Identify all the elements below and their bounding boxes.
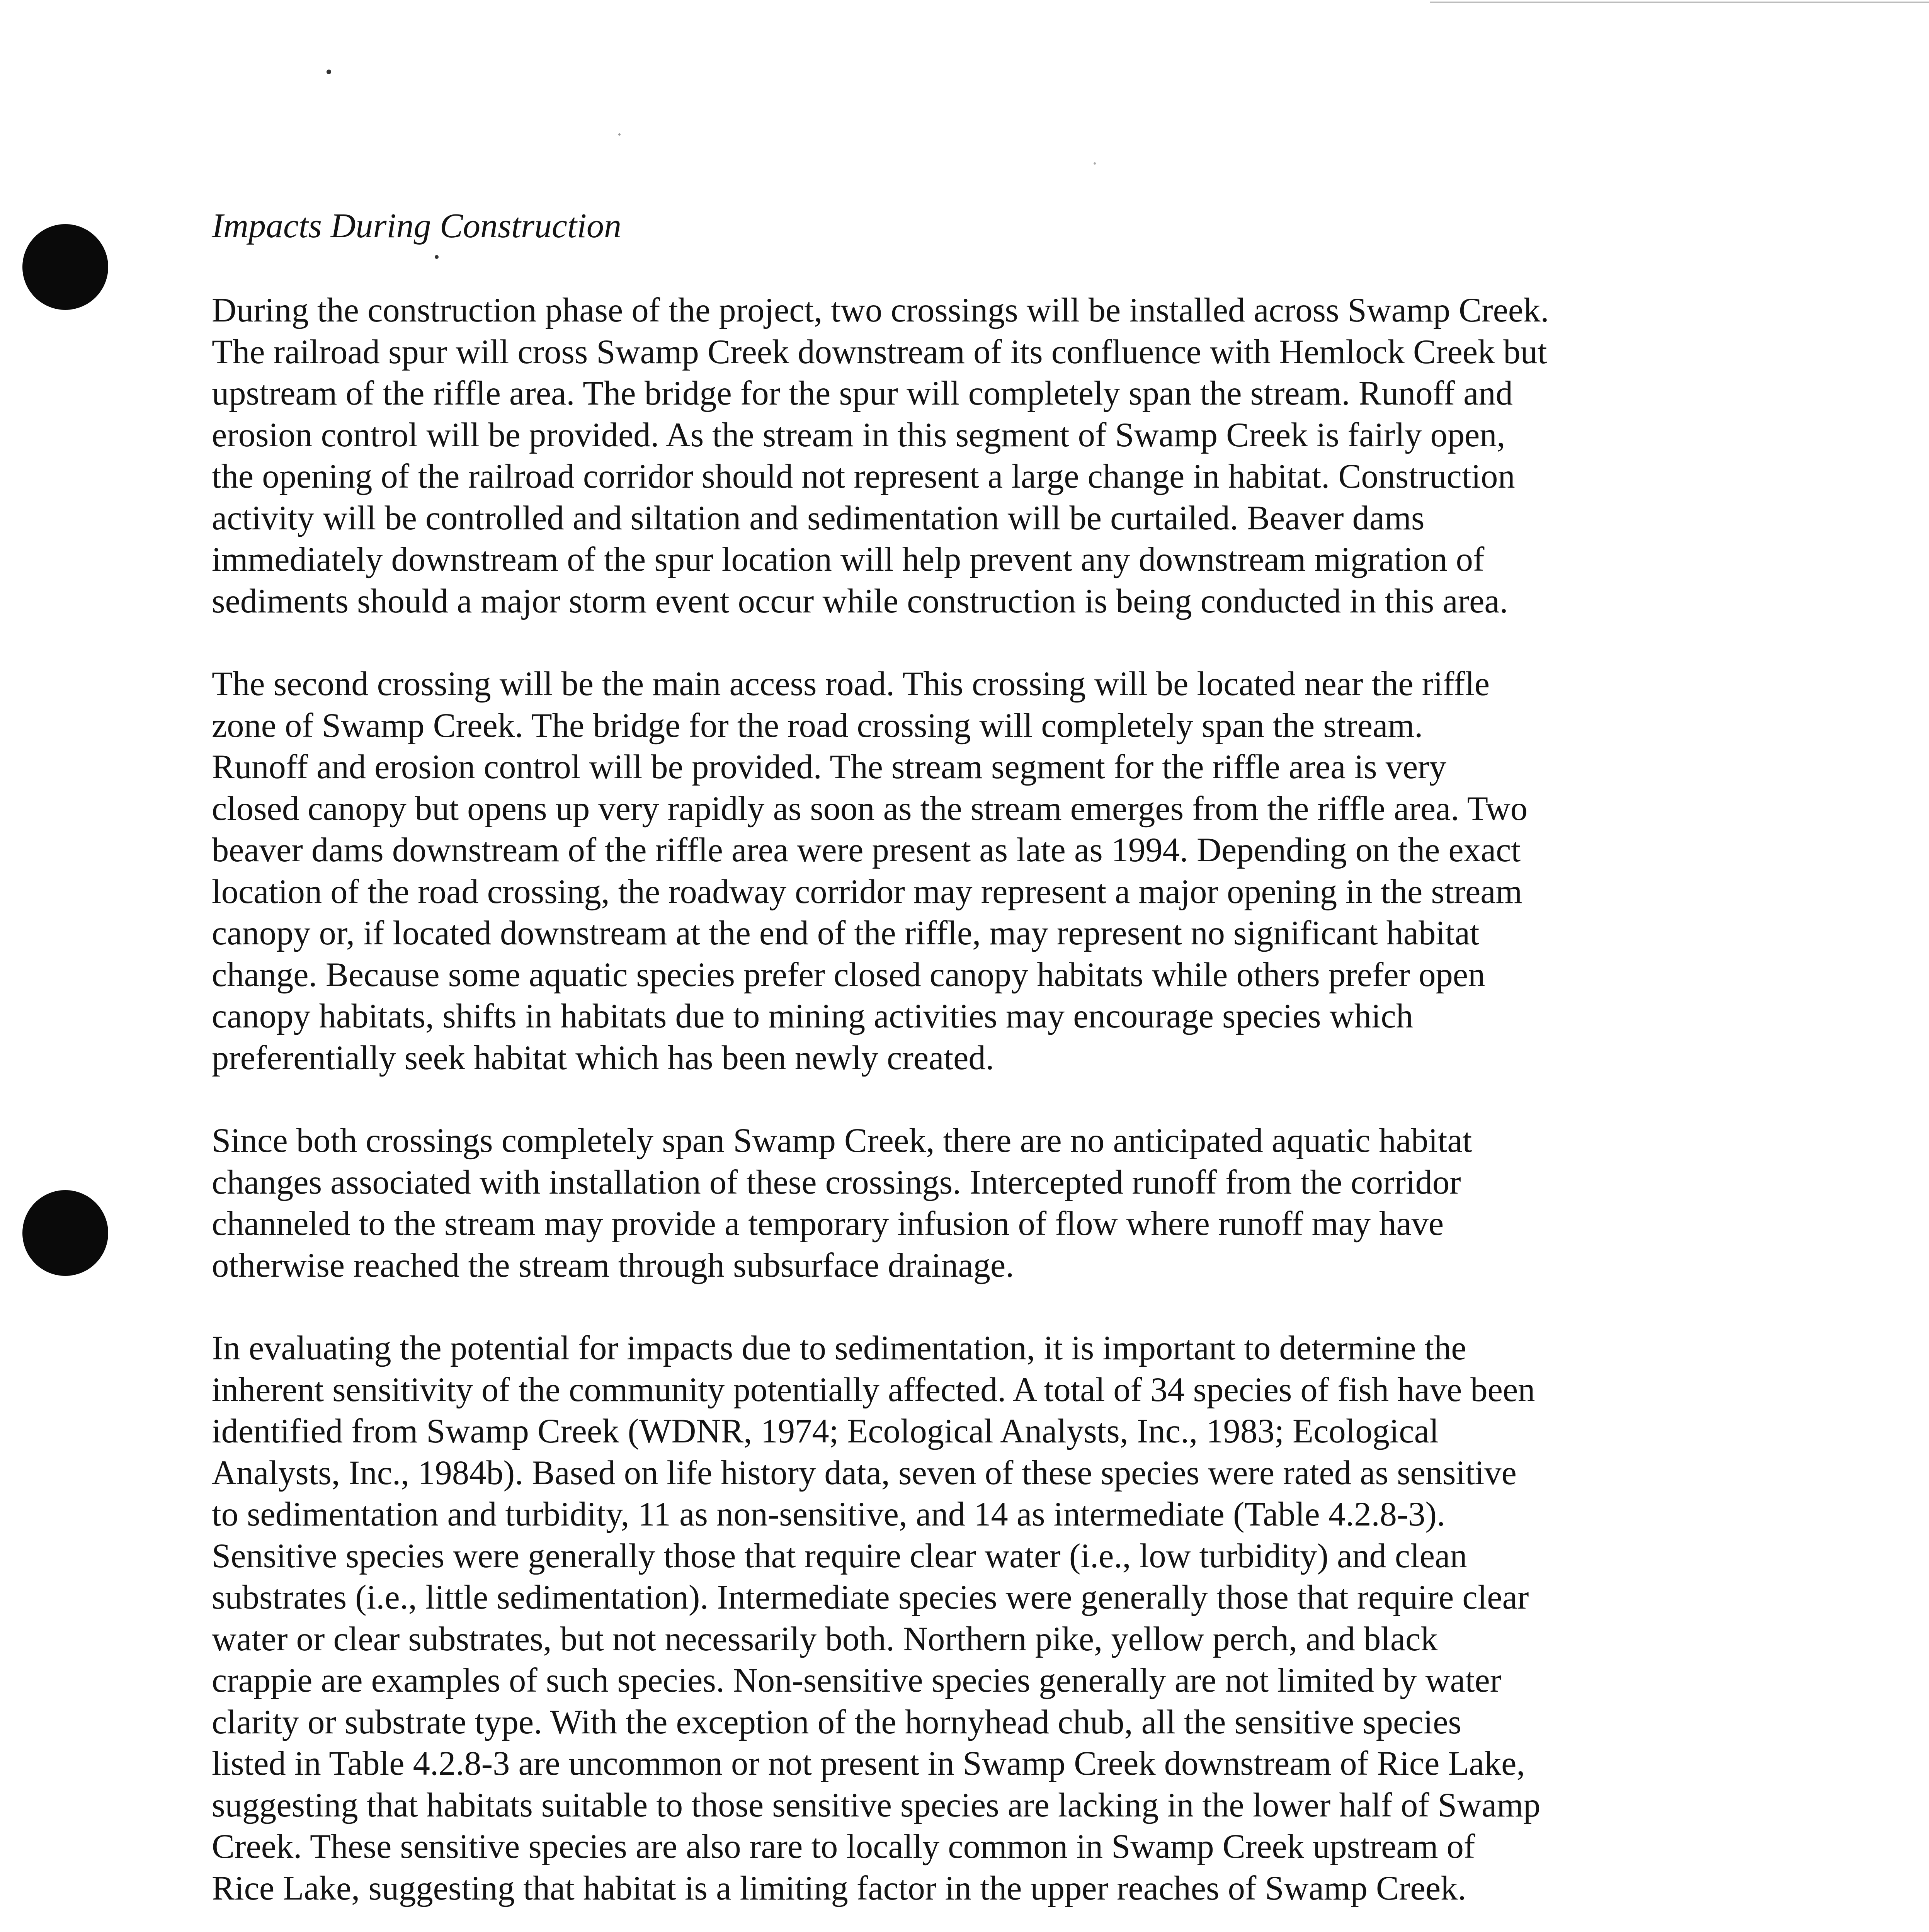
text-line: closed canopy but opens up very rapidly as soon as the stream emerges from the riffle area. Two xyxy=(212,789,1528,828)
text-line: zone of Swamp Creek. The bridge for the road crossing will completely span the stream. xyxy=(212,706,1423,745)
text-line: Analysts, Inc., 1984b). Based on life history data, seven of these species were rated as sensitive xyxy=(212,1454,1517,1492)
scan-edge-line xyxy=(1430,2,1929,3)
text-line: to sedimentation and turbidity, 11 as non-sensitive, and 14 as intermediate (Table 4.2.8-3). xyxy=(212,1495,1446,1533)
text-line: The second crossing will be the main access road. This crossing will be located near the riffle xyxy=(212,665,1490,703)
paragraph xyxy=(212,1328,1742,1909)
scan-speck xyxy=(618,133,621,136)
text-line: otherwise reached the stream through subsurface drainage. xyxy=(212,1246,1014,1284)
text-line: immediately downstream of the spur location will help prevent any downstream migration of xyxy=(212,541,1485,578)
text-line: canopy or, if located downstream at the end of the riffle, may represent no significant habitat xyxy=(212,914,1480,952)
binder-hole xyxy=(22,224,108,310)
text-line: water or clear substrates, but not necessarily both. Northern pike, yellow perch, and black xyxy=(212,1620,1438,1658)
text-line: Runoff and erosion control will be provided. The stream segment for the riffle area is very xyxy=(212,748,1446,786)
text-line: suggesting that habitats suitable to those sensitive species are lacking in the lower half of Swamp xyxy=(212,1786,1541,1824)
text-line: sediments should a major storm event occur while construction is being conducted in this area. xyxy=(212,582,1508,620)
text-line: channeled to the stream may provide a temporary infusion of flow where runoff may have xyxy=(212,1205,1444,1243)
binder-hole xyxy=(22,1190,108,1276)
text-line: beaver dams downstream of the riffle area were present as late as 1994. Depending on the exact xyxy=(212,831,1521,869)
scan-speck xyxy=(1094,162,1096,165)
text-line: location of the road crossing, the roadway corridor may represent a major opening in the stream xyxy=(212,872,1522,911)
text-line: Rice Lake, suggesting that habitat is a limiting factor in the upper reaches of Swamp Creek. xyxy=(212,1869,1466,1907)
text-line: In evaluating the potential for impacts due to sedimentation, it is important to determine the xyxy=(212,1329,1466,1367)
text-line: upstream of the riffle area. The bridge for the spur will completely span the stream. Runoff and xyxy=(212,374,1513,412)
text-line: activity will be controlled and siltation and sedimentation will be curtailed. Beaver dams xyxy=(212,499,1425,537)
text-line: listed in Table 4.2.8-3 are uncommon or not present in Swamp Creek downstream of Rice Lake, xyxy=(212,1745,1525,1782)
text-line: erosion control will be provided. As the stream in this segment of Swamp Creek is fairly open, xyxy=(212,416,1505,454)
text-line: The railroad spur will cross Swamp Creek downstream of its confluence with Hemlock Creek but xyxy=(212,333,1547,371)
section-heading: Impacts During Construction xyxy=(212,207,622,245)
text-line: canopy habitats, shifts in habitats due to mining activities may encourage species which xyxy=(212,997,1413,1035)
paragraph xyxy=(212,290,1742,622)
text-line: inherent sensitivity of the community potentially affected. A total of 34 species of fish have been xyxy=(212,1371,1535,1409)
text-line: crappie are examples of such species. Non-sensitive species generally are not limited by water xyxy=(212,1662,1502,1699)
text-line: changes associated with installation of these crossings. Intercepted runoff from the corridor xyxy=(212,1163,1461,1201)
text-line: the opening of the railroad corridor should not represent a large change in habitat. Construction xyxy=(212,457,1515,495)
text-line: preferentially seek habitat which has been newly created. xyxy=(212,1039,994,1077)
text-line: substrates (i.e., little sedimentation). Intermediate species were generally those that require clear xyxy=(212,1578,1529,1616)
text-line: Since both crossings completely span Swamp Creek, there are no anticipated aquatic habitat xyxy=(212,1122,1472,1160)
paragraph-container xyxy=(212,290,1742,1932)
text-line: change. Because some aquatic species prefer closed canopy habitats while others prefer open xyxy=(212,956,1485,994)
text-line: During the construction phase of the project, two crossings will be installed across Swamp Creek. xyxy=(212,291,1549,329)
text-line: Sensitive species were generally those that require clear water (i.e., low turbidity) and clean xyxy=(212,1537,1467,1575)
text-line: Creek. These sensitive species are also rare to locally common in Swamp Creek upstream of xyxy=(212,1828,1475,1866)
body-text xyxy=(212,205,1742,1932)
text-line: identified from Swamp Creek (WDNR, 1974; Ecological Analysts, Inc., 1983; Ecological xyxy=(212,1412,1439,1450)
scan-speck xyxy=(327,70,331,74)
paragraph xyxy=(212,663,1742,1079)
text-line: clarity or substrate type. With the exception of the hornyhead chub, all the sensitive species xyxy=(212,1703,1461,1741)
paragraph xyxy=(212,1120,1742,1286)
